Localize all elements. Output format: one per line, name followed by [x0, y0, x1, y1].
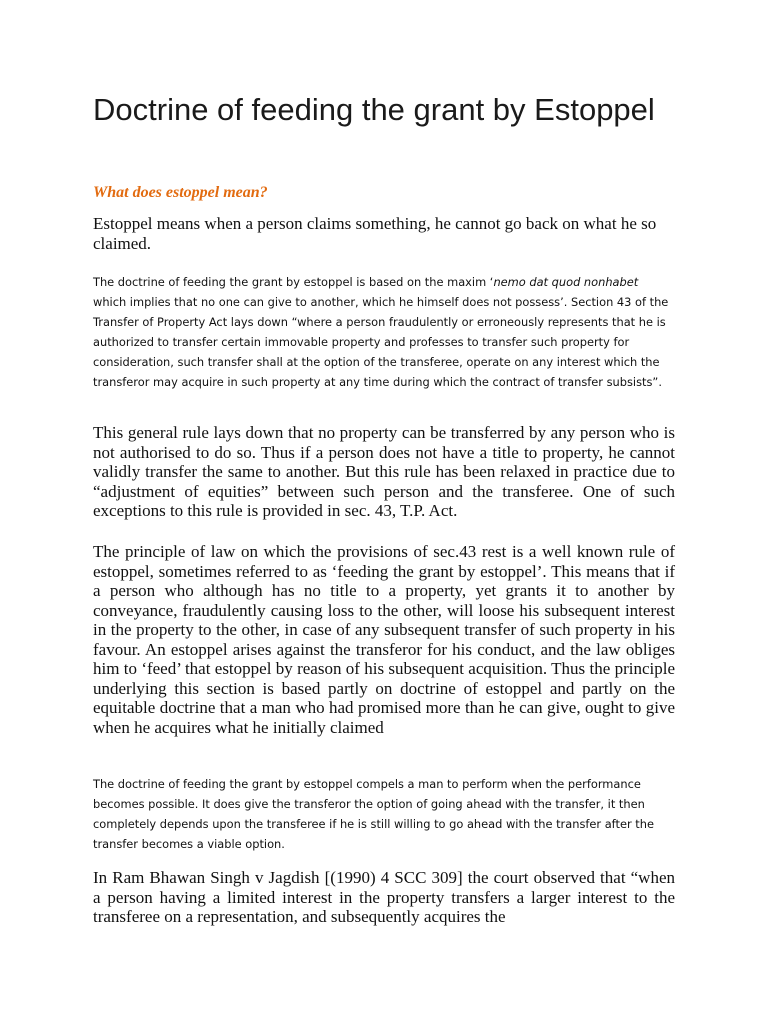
paragraph-maxim-text-2: which implies that no one can give to another, which he himself does not possess’. Section 43 of the Transfer of Property Act lays down “where a person fraudulently or erroneously represents that he is authorized to transfer certain immovable property and professes to transfer such property for consideration, such transfer shall at the option of the transferee, operate on any interest which the transferor may acquire in such property at any time during which the contract of transfer subsists”. — [93, 295, 669, 389]
paragraph-maxim — [93, 272, 675, 392]
paragraph-principle-of-law: The principle of law on which the provisions of sec.43 rest is a well known rule of estoppel, sometimes referred to as ‘feeding the grant by estoppel’. This means that if a person who although has no title to a property, yet grants it to another by conveyance, fraudulently causing loss to the other, will loose his subsequent interest in the property to the other, in case of any subsequent transfer of such property in his favour. An estoppel arises against the transferor for his conduct, and the law obliges him to ‘feed’ that estoppel by reason of his subsequent acquisition. Thus the principle underlying this section is based partly on doctrine of estoppel and partly on the equitable doctrine that a man who had promised more than he can give, ought to give when he acquires what he initially claimed — [93, 542, 675, 737]
maxim-phrase: nemo dat quod nonhabet — [493, 275, 639, 289]
paragraph-case-law: In Ram Bhawan Singh v Jagdish [(1990) 4 SCC 309] the court observed that “when a person having a limited interest in the property transfers a larger interest to the transferee on a representation, and subsequently acquires the — [93, 868, 675, 926]
paragraph-doctrine-compels: The doctrine of feeding the grant by estoppel compels a man to perform when the performance becomes possible. It does give the transferor the option of going ahead with the transfer, it then completely depends upon the transferee if he is still willing to go ahead with the transfer after the transfer becomes a viable option. — [93, 777, 654, 851]
section-subtitle: What does estoppel mean? — [93, 184, 268, 201]
paragraph-general-rule: This general rule lays down that no property can be transferred by any person who is not authorised to do so. Thus if a person does not have a title to property, he cannot validly transfer the same to another. But this rule has been relaxed in practice due to “adjustment of equities” between such person and the transferee. One of such exceptions to this rule is provided in sec. 43, T.P. Act. — [93, 423, 675, 520]
document-title: Doctrine of feeding the grant by Estoppel — [93, 92, 655, 127]
paragraph-maxim-text-1: The doctrine of feeding the grant by estoppel is based on the maxim ‘ — [93, 275, 494, 289]
paragraph-estoppel-definition: Estoppel means when a person claims something, he cannot go back on what he so claimed. — [93, 214, 657, 253]
